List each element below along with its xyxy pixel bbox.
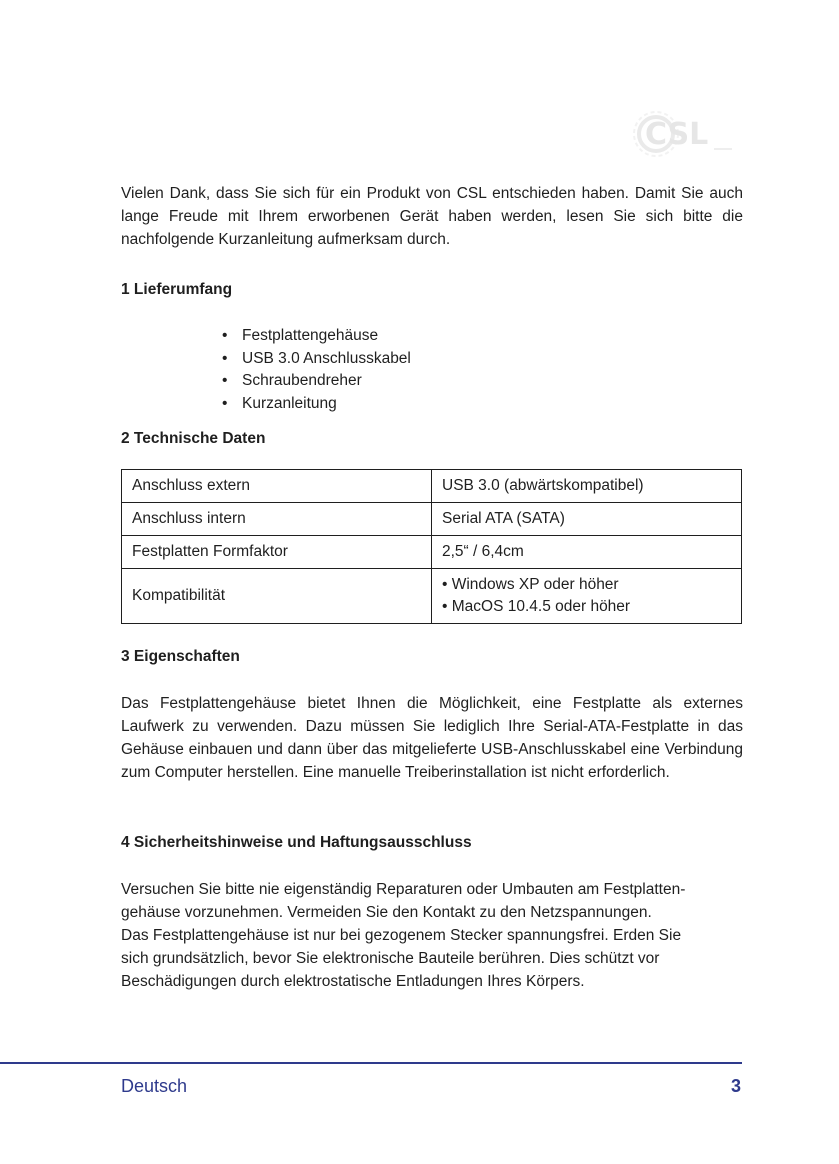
table-row: [122, 470, 742, 503]
spec-value: Serial ATA (SATA): [432, 503, 742, 536]
spec-value: [432, 569, 742, 624]
spec-label: Anschluss intern: [122, 503, 432, 536]
list-item: • Kurzanleitung: [222, 393, 411, 416]
spec-value: USB 3.0 (abwärtskompatibel): [432, 470, 742, 503]
footer-language: Deutsch: [121, 1076, 188, 1096]
spec-label: Kompatibilität: [122, 569, 432, 624]
text-line: Versuchen Sie bitte nie eigenständig Reparaturen oder Umbauten am Festplatten-: [121, 881, 686, 898]
section-heading-sicherheitshinweise: 4 Sicherheitshinweise und Haftungsausschluss: [121, 834, 472, 851]
footer-divider: [0, 1062, 742, 1064]
spec-table: [121, 469, 742, 624]
spec-value: 2,5“ / 6,4cm: [432, 536, 742, 569]
table-row: [122, 503, 742, 536]
table-row: [122, 536, 742, 569]
compat-item: • Windows XP oder höher: [442, 575, 619, 593]
section-heading-eigenschaften: 3 Eigenschaften: [121, 648, 240, 665]
spec-label: Anschluss extern: [122, 470, 432, 503]
compat-item: • MacOS 10.4.5 oder höher: [442, 598, 631, 615]
section-heading-lieferumfang: 1 Lieferumfang: [121, 281, 233, 298]
text-line: Beschädigungen durch elektrostatische Entladungen Ihres Körpers.: [121, 973, 585, 990]
properties-text: Das Festplattengehäuse bietet Ihnen die Möglichkeit, eine Festplatte als externes Laufwerk zu verwenden. Dazu müssen Sie lediglich Ihre Serial-ATA-Festplatte in das Gehäuse einbauen und dann über das mitgelieferte USB-Anschlusskabel eine Verbindung zum Computer herstellen. Eine manuelle Treiberinstallation ist nicht erforderlich.: [121, 695, 743, 781]
svg-text:CSL: CSL: [645, 117, 709, 152]
intro-text: Vielen Dank, dass Sie sich für ein Produkt von CSL entschieden haben. Damit Sie auch lange Freude mit Ihrem erworbenen Gerät haben werden, lesen Sie sich bitte die nachfolgende Kurzanleitung aufmerksam durch.: [121, 185, 743, 248]
csl-logo-watermark: [632, 108, 742, 160]
delivery-list: [222, 325, 411, 415]
spec-label: Festplatten Formfaktor: [122, 536, 432, 569]
text-line: gehäuse vorzunehmen. Vermeiden Sie den Kontakt zu den Netzspannungen.: [121, 904, 652, 921]
table-row: [122, 569, 742, 624]
section-heading-technische-daten: 2 Technische Daten: [121, 430, 266, 447]
page-number: 3: [730, 1076, 741, 1096]
safety-text: [121, 878, 743, 993]
list-item: • Schraubendreher: [222, 370, 411, 393]
text-line: Das Festplattengehäuse ist nur bei gezogenem Stecker spannungsfrei. Erden Sie: [121, 927, 682, 944]
list-item: • USB 3.0 Anschlusskabel: [222, 348, 411, 371]
text-line: sich grundsätzlich, bevor Sie elektronische Bauteile berühren. Dies schützt vor: [121, 950, 660, 967]
list-item: • Festplattengehäuse: [222, 325, 411, 348]
